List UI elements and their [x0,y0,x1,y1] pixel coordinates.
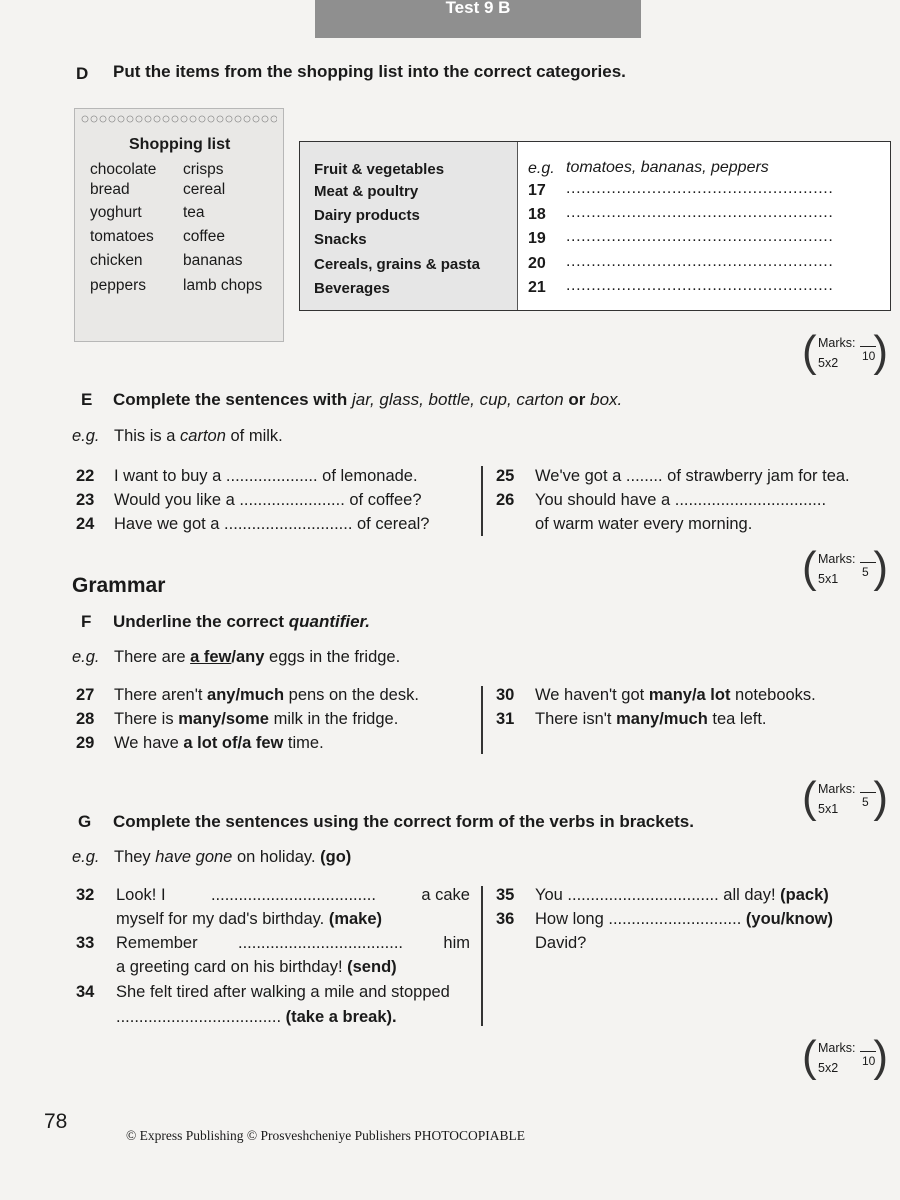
shopping-list-item: peppers [90,277,147,294]
question-number: 23 [76,491,95,509]
question-number: 34 [76,983,95,1001]
question-number: 28 [76,710,95,728]
section-g-letter: G [78,812,92,831]
marks-label: Marks: [818,1041,856,1055]
example-sentence: There are a few/any eggs in the fridge. [114,648,401,666]
question-number: 22 [76,467,95,485]
question-number: 27 [76,686,95,704]
marks-total: 5 [862,795,869,809]
shopping-list-item: crisps [183,161,224,178]
answer-blank[interactable]: ..................................................... [566,277,834,294]
test-header-tab [315,0,641,38]
question-text[interactable]: Remember .................................... him [116,934,470,952]
category-example-answer: tomatoes, bananas, peppers [566,159,769,176]
question-text[interactable]: How long ............................. (you/know) [535,910,833,928]
shopping-list-item: cereal [183,181,226,198]
question-text[interactable]: I want to buy a .................... of lemonade. [114,467,418,485]
grammar-heading: Grammar [72,574,166,597]
section-f-instruction: Underline the correct quantifier. [113,612,370,631]
marks-multiplier: 5x2 [818,356,839,370]
example-label: e.g. [72,648,100,666]
column-divider [481,686,483,754]
question-number: 29 [76,734,95,752]
shopping-list-item: chocolate [90,161,157,178]
spiral-binding-icon [81,114,277,124]
marks-box-d: ( Marks: 10 5x2 ) [802,327,888,376]
category-table [299,141,891,311]
question-number: 36 [496,910,515,928]
marks-total: 5 [862,565,869,579]
marks-label: Marks: [818,336,856,350]
marks-multiplier: 5x1 [818,802,839,816]
section-e-letter: E [81,390,93,409]
category-label: Fruit & vegetables [314,161,445,178]
shopping-list-item: coffee [183,228,225,245]
section-e-instruction: Complete the sentences with jar, glass, bottle, cup, carton or box. [113,390,623,409]
answer-blank[interactable]: ..................................................... [566,228,834,245]
question-text[interactable]: She felt tired after walking a mile and stopped [116,983,450,1001]
question-number: 33 [76,934,95,952]
section-g-instruction: Complete the sentences using the correct form of the verbs in brackets. [113,812,694,831]
shopping-list-item: chicken [90,252,143,269]
answer-blank[interactable]: ..................................................... [566,253,834,270]
question-text[interactable]: Would you like a ....................... of coffee? [114,491,422,509]
shopping-list-title: Shopping list [129,136,231,153]
question-text-continued: of warm water every morning. [535,515,753,533]
marks-box-g: ( Marks: 10 5x2 ) [802,1032,888,1081]
shopping-list-item: yoghurt [90,204,142,221]
copyright-notice: © Express Publishing © Prosveshcheniye Publishers PHOTOCOPIABLE [126,1128,526,1143]
column-divider [481,466,483,536]
question-text[interactable]: There isn't many/much tea left. [535,710,767,728]
marks-box-e: ( Marks: 5 5x1 ) [802,543,888,592]
category-example-label: e.g. [528,160,555,177]
marks-label: Marks: [818,782,856,796]
test-title: Test 9 B [445,0,511,17]
example-label: e.g. [72,848,100,866]
shopping-list-item: tea [183,204,205,221]
question-text-continued: .................................... (take a break). [116,1008,397,1026]
marks-label: Marks: [818,552,856,566]
marks-total: 10 [862,349,876,363]
column-divider [481,886,483,1026]
question-number: 32 [76,886,95,904]
section-d-instruction: Put the items from the shopping list into the correct categories. [113,62,626,81]
question-number: 31 [496,710,515,728]
question-text[interactable]: We haven't got many/a lot notebooks. [535,686,816,704]
category-label: Beverages [314,280,390,297]
question-number: 35 [496,886,515,904]
section-f-letter: F [81,612,92,631]
question-text[interactable]: We've got a ........ of strawberry jam for tea. [535,467,850,485]
category-item-number: 18 [528,206,546,223]
question-number: 25 [496,467,515,485]
marks-multiplier: 5x2 [818,1061,839,1075]
question-text-continued: a greeting card on his birthday! (send) [116,958,397,976]
marks-box-f: ( Marks: 5 5x1 ) [802,773,888,822]
category-label: Cereals, grains & pasta [314,256,480,273]
category-label: Snacks [314,231,367,248]
example-sentence: This is a carton of milk. [114,427,283,445]
answer-blank[interactable]: ..................................................... [566,180,834,197]
question-text[interactable]: We have a lot of/a few time. [114,734,324,752]
category-item-number: 20 [528,255,546,272]
category-label: Dairy products [314,207,420,224]
shopping-list-note [74,108,284,342]
question-text[interactable]: You ................................. all day! (pack) [535,886,829,904]
question-text[interactable]: Look! I .................................... a cake [116,886,470,904]
marks-total: 10 [862,1054,876,1068]
example-label: e.g. [72,427,100,445]
category-label: Meat & poultry [314,183,419,200]
shopping-list-item: tomatoes [90,228,154,245]
category-item-number: 19 [528,230,546,247]
section-d-letter: D [76,64,89,83]
question-number: 30 [496,686,515,704]
answer-blank[interactable]: ..................................................... [566,204,834,221]
question-text[interactable]: Have we got a ............................ of cereal? [114,515,430,533]
question-number: 24 [76,515,95,533]
question-text[interactable]: You should have a ................................. [535,491,827,509]
question-text-continued: myself for my dad's birthday. (make) [116,910,383,928]
marks-multiplier: 5x1 [818,572,839,586]
question-number: 26 [496,491,515,509]
category-item-number: 17 [528,182,546,199]
question-text-continued: David? [535,934,587,952]
example-sentence: They have gone on holiday. (go) [114,848,352,866]
shopping-list-item: bananas [183,252,243,269]
shopping-list-item: bread [90,181,130,198]
question-text[interactable]: There is many/some milk in the fridge. [114,710,399,728]
page-number: 78 [44,1110,68,1133]
category-item-number: 21 [528,279,546,296]
question-text[interactable]: There aren't any/much pens on the desk. [114,686,419,704]
shopping-list-item: lamb chops [183,277,263,294]
